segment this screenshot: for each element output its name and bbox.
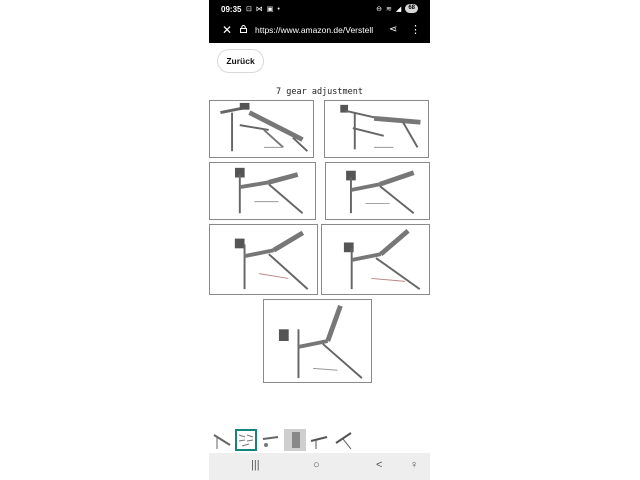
bench-panel-1	[209, 100, 314, 158]
battery-indicator: 68	[405, 4, 418, 13]
url-text[interactable]: https://www.amazon.de/Verstell	[255, 25, 374, 35]
thumbnail-1[interactable]	[211, 429, 233, 451]
signal-icon: ◢	[395, 5, 402, 13]
more-menu-icon[interactable]: ⋮	[410, 24, 421, 36]
bench-illustration	[210, 101, 313, 157]
bench-illustration	[264, 300, 371, 382]
bench-panel-5	[209, 224, 318, 295]
wifi-icon: ≋	[386, 5, 392, 13]
image-title: 7 gear adjustment	[276, 87, 363, 97]
thumbnail-6[interactable]	[333, 429, 355, 451]
home-button[interactable]: ○	[313, 459, 320, 471]
bench-panel-4	[325, 162, 430, 220]
status-time: 09:35	[221, 5, 242, 14]
dnd-icon: ⊖	[376, 5, 383, 13]
bench-illustration	[326, 163, 429, 219]
recents-button[interactable]: |||	[251, 459, 260, 471]
back-button[interactable]: Zurück	[217, 49, 264, 73]
bench-illustration	[325, 101, 428, 157]
notification-icons: ⊡ ⋈ ▣ •	[246, 6, 281, 13]
thumbnail-5[interactable]	[308, 429, 330, 451]
bench-illustration	[210, 163, 315, 219]
lock-icon	[240, 25, 247, 33]
thumbnail-strip	[209, 427, 430, 453]
android-nav-bar	[209, 453, 430, 480]
thumbnail-2-selected[interactable]	[235, 429, 257, 451]
bench-illustration	[210, 225, 317, 294]
status-bar	[209, 0, 430, 19]
bench-panel-2	[324, 100, 429, 158]
thumbnail-3[interactable]	[260, 429, 282, 451]
browser-url-bar	[209, 19, 430, 43]
system-icons	[376, 4, 418, 13]
accessibility-button[interactable]: ♀	[410, 459, 419, 471]
close-icon[interactable]: ✕	[222, 23, 233, 37]
nav-back-button[interactable]: <	[376, 459, 383, 471]
bench-illustration	[322, 225, 429, 294]
bench-panel-7	[263, 299, 372, 383]
bench-panel-3	[209, 162, 316, 220]
thumbnail-4[interactable]	[284, 429, 306, 451]
phone-screen	[209, 0, 430, 480]
share-icon[interactable]: ⋖	[389, 24, 398, 35]
bench-panel-6	[321, 224, 430, 295]
